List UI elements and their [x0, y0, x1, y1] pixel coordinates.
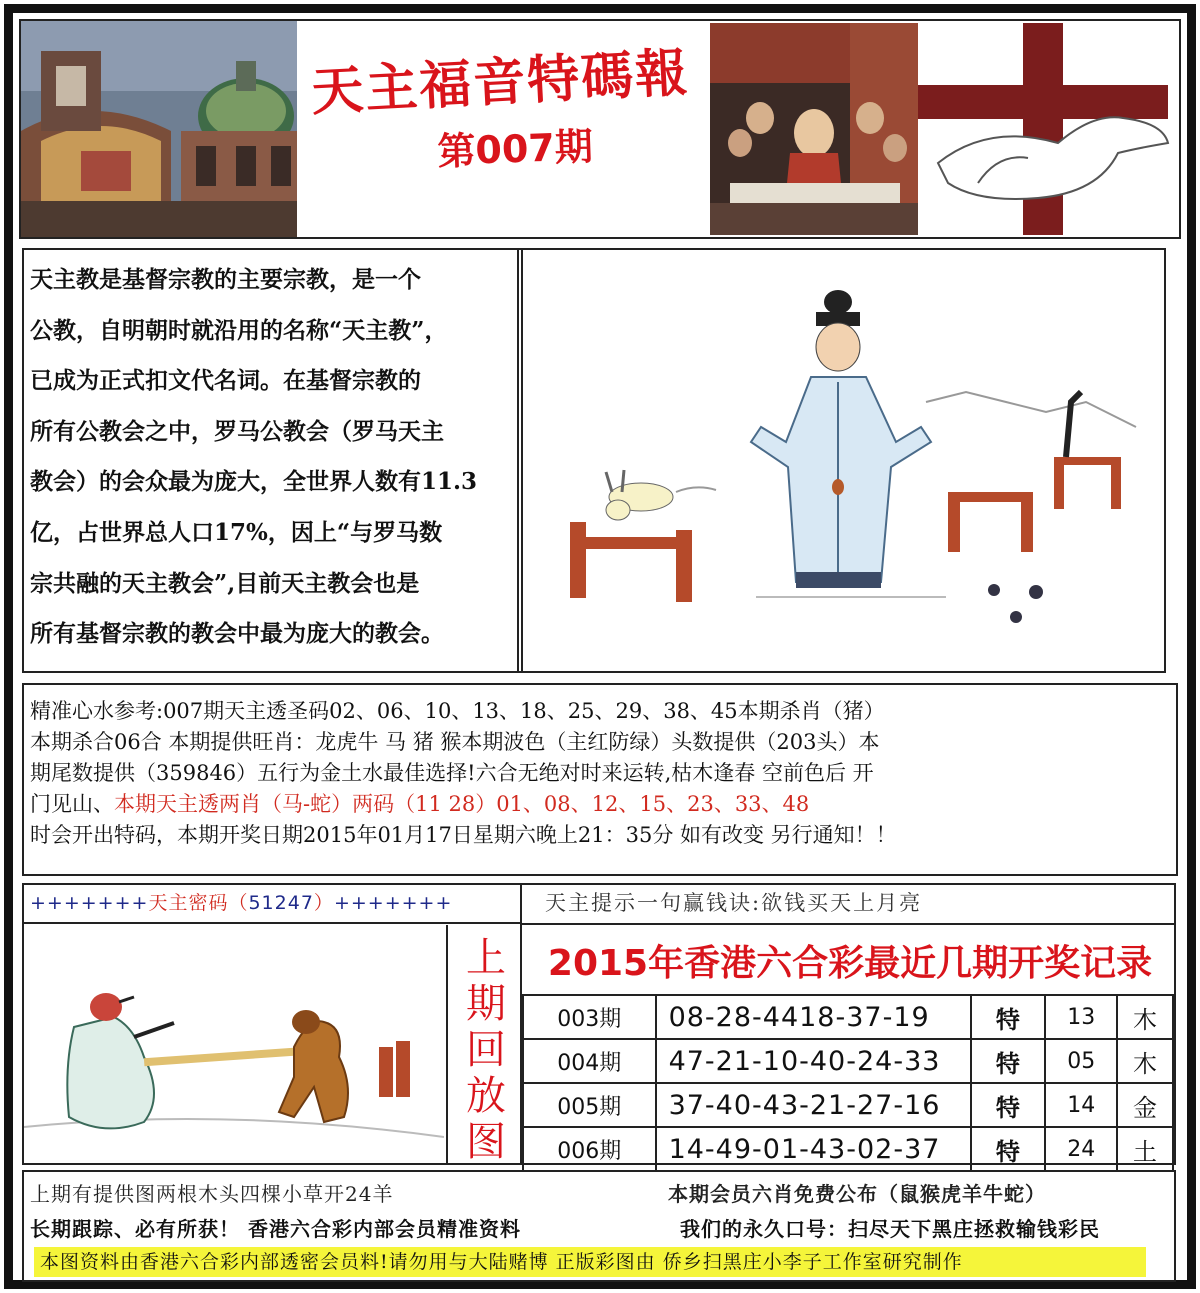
numbers-cell: 08-28-4418-37-19: [656, 995, 971, 1039]
issue-number: 第007期: [436, 124, 594, 174]
element-cell: 土: [1117, 1127, 1173, 1171]
replay-char: 期: [466, 981, 506, 1027]
replay-char: 上: [466, 935, 506, 981]
intro-line: 所有基督宗教的教会中最为庞大的教会。: [30, 620, 444, 648]
issue-cell: 006期: [523, 1127, 656, 1171]
cathedral-image: [21, 21, 297, 237]
table-row: [523, 1083, 1173, 1127]
special-cell: 05: [1045, 1039, 1117, 1083]
reference-line: 时会开出特码，本期开奖日期2015年01月17日星期六晚上21：35分 如有改变 另行通知！！: [30, 823, 897, 847]
element-cell: 金: [1117, 1083, 1173, 1127]
te-cell: 特: [971, 1083, 1046, 1127]
reference-highlight: 本期天主透两肖（马-蛇）两码（11 28）01、08、12、15、23、33、48: [114, 792, 810, 816]
intro-line: 宗共融的天主教会”,目前天主教会也是: [30, 569, 420, 597]
footer-highlight: 本图资料由香港六合彩内部透密会员料!请勿用与大陆赌博 正版彩图由 侨乡扫黑庄小李子工作室研究制作: [34, 1247, 1146, 1277]
mima-close: ）: [313, 892, 334, 914]
reference-line: 期尾数提供（359846）五行为金土水最佳选择!六合无绝对时来运转,枯木逢春 空前色后 开: [30, 761, 874, 785]
issue-cell: 005期: [523, 1083, 656, 1127]
page-title: 天主福音特碼報: [309, 43, 691, 123]
te-cell: 特: [971, 1127, 1046, 1171]
monk-monkey-illustration: [24, 927, 444, 1163]
replay-divider-left: [446, 925, 448, 1165]
special-cell: 13: [1045, 995, 1117, 1039]
mima-prefix: +++++++: [30, 892, 149, 914]
records-title: 2015年香港六合彩最近几期开奖记录: [547, 943, 1153, 984]
intro-line: 公教，自明朝时就沿用的名称“天主教”，: [30, 316, 448, 344]
issue-cell: 003期: [523, 995, 656, 1039]
mima-suffix: +++++++: [333, 892, 453, 914]
table-row: [523, 1039, 1173, 1083]
intro-line: 天主教是基督宗教的主要宗教，是一个: [30, 266, 421, 293]
table-row: [523, 1127, 1173, 1171]
reference-prefix: 门见山、: [30, 792, 114, 816]
tip-text: 天主提示一句赢钱诀:欲钱买天上月亮: [545, 891, 923, 915]
cross-dove-image: [918, 23, 1176, 235]
element-cell: 木: [1117, 1039, 1173, 1083]
scholar-rabbit-illustration: [526, 252, 1164, 670]
numbers-cell: 37-40-43-21-27-16: [656, 1083, 971, 1127]
reference-line: 本期杀合06合 本期提供旺肖：龙虎牛 马 猪 猴本期波色（主红防绿）头数提供（203头）本: [30, 730, 880, 754]
tip-underline: [520, 923, 1176, 925]
tip-divider: [520, 883, 522, 925]
records-table: [522, 994, 1174, 1172]
intro-line: 所有公教会之中，罗马公教会（罗马天主: [30, 417, 444, 445]
mima-label: 天主密码（: [148, 892, 249, 914]
issue-cell: 004期: [523, 1039, 656, 1083]
mima-divider: [22, 922, 522, 924]
intro-line: 教会）的会众最为庞大，全世界人数有11.3: [30, 468, 478, 496]
intro-divider: [517, 250, 523, 671]
numbers-cell: 47-21-10-40-24-33: [656, 1039, 971, 1083]
replay-char: 回: [466, 1027, 506, 1073]
last-supper-image: [710, 23, 918, 235]
reference-line: 精准心水参考:007期天主透圣码02、06、10、13、18、25、29、38、45本期杀肖（猪）: [30, 699, 885, 723]
replay-char: 放: [466, 1073, 506, 1119]
te-cell: 特: [971, 995, 1046, 1039]
intro-text: [30, 255, 516, 660]
special-cell: 24: [1045, 1127, 1117, 1171]
reference-line: [30, 789, 1178, 820]
mima-value: 51247: [248, 892, 314, 914]
replay-char: 图: [466, 1119, 506, 1165]
mima-code: [30, 888, 452, 915]
intro-line: 已成为正式扣文代名词。在基督宗教的: [30, 367, 421, 395]
footer-line2-left: 长期跟踪、必有所获！ 香港六合彩内部会员精准资料: [30, 1217, 521, 1241]
te-cell: 特: [971, 1039, 1046, 1083]
footer-line2-right: 我们的永久口号：扫尽天下黑庄拯救输钱彩民: [680, 1217, 1100, 1241]
footer-line1-right: 本期会员六肖免费公布（鼠猴虎羊牛蛇）: [668, 1182, 1046, 1206]
reference-text: [30, 696, 1178, 851]
element-cell: 木: [1117, 995, 1173, 1039]
table-row: [523, 995, 1173, 1039]
special-cell: 14: [1045, 1083, 1117, 1127]
intro-line: 亿，占世界总人口17%，因上“与罗马数: [30, 518, 443, 546]
numbers-cell: 14-49-01-43-02-37: [656, 1127, 971, 1171]
footer-line1-left: 上期有提供图两根木头四棵小草开24羊: [30, 1182, 394, 1206]
replay-label: [455, 935, 517, 1165]
